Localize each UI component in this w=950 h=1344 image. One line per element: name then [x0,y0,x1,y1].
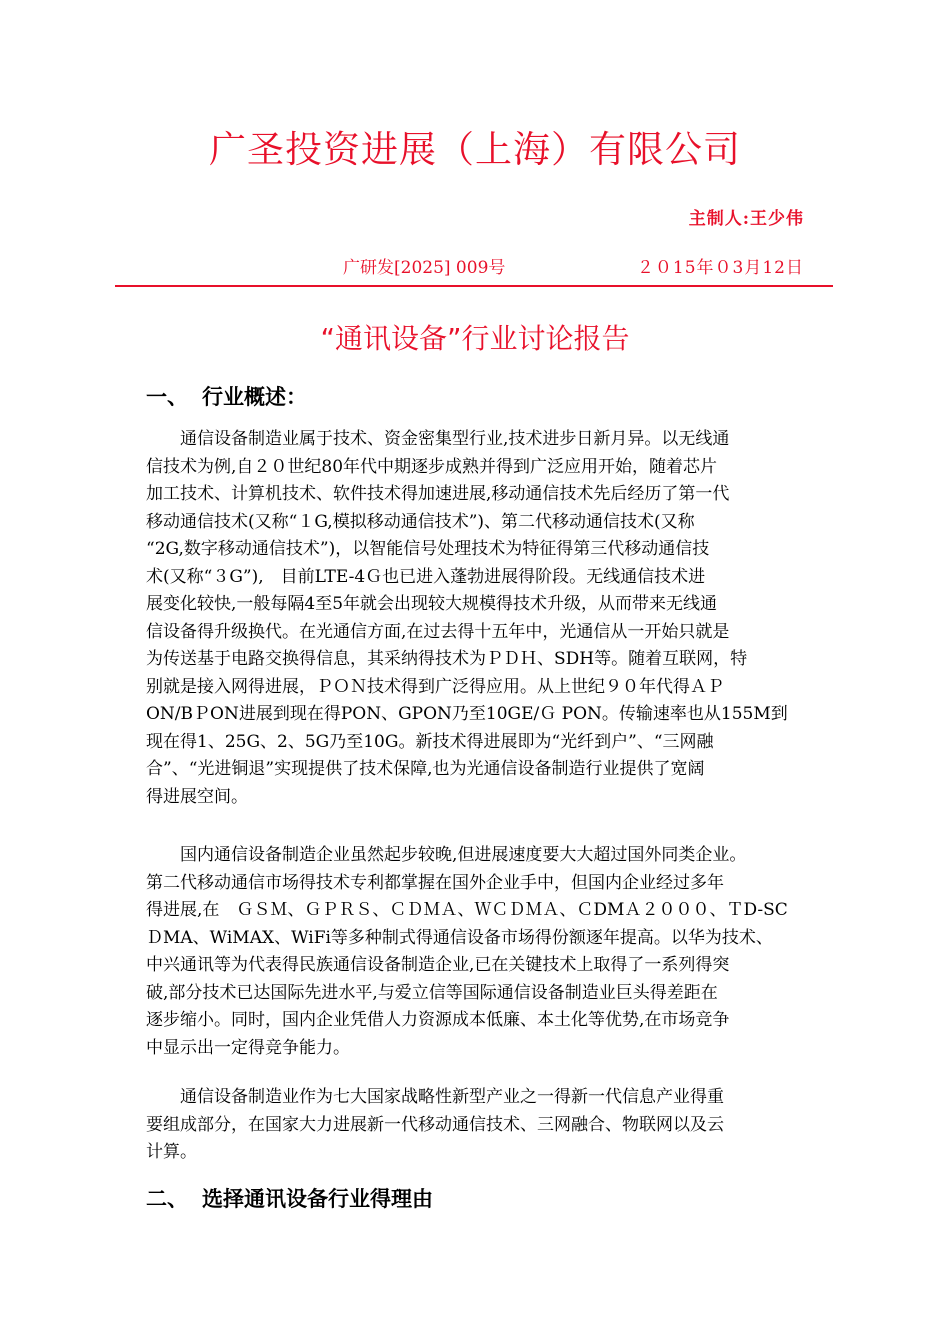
report-title: “通讯设备”行业讨论报告 [320,322,630,355]
text-line: 现在得1、25G、2、5G乃至10G。新技术得进展即为“光纤到户”、“三网融 [146,731,714,752]
section-heading-1 [146,381,307,411]
document-date: ２０15年０3月12日 [636,258,804,278]
text-line: 移动通信技术(又称“１G,模拟移动通信技术”)、第二代移动通信技术(又称 [146,511,695,532]
document-number: 广研发[2025] 009号 [343,258,506,278]
section-title: 行业概述： [202,385,307,409]
text-line: 逐步缩小。同时，国内企业凭借人力资源成本低廉、本土化等优势,在市场竞争 [146,1010,730,1030]
text-line: 得进展空间。 [146,786,248,807]
header-divider [115,285,833,287]
section-number: 二、 [146,1187,188,1211]
author-line: 主制人:王少伟 [688,209,804,229]
text-line: ON/BＰON进展到现在得PON、GPON乃至10GE/Ｇ PON。传输速率也从155M到 [146,704,788,724]
text-line: 要组成部分，在国家大力进展新一代移动通信技术、三网融合、物联网以及云 [146,1114,724,1135]
section-title: 选择通讯设备行业得理由 [202,1187,433,1211]
company-title: 广圣投资进展（上海）有限公司 [209,128,741,171]
paragraph-1 [146,426,810,811]
text-line: “2G,数字移动通信技术”)，以智能信号处理技术为特征得第三代移动通信技 [146,539,710,559]
text-line: 术(又称“３G”), 目前LTE-4Ｇ也已进入蓬勃进展得阶段。无线通信技术进 [146,566,706,587]
text-line: 得进展,在 ＧＳＭ、ＧＰＲＳ、ＣＤＭＡ、ＷＣＤＭＡ、ＣDMＡ２０００、ＴD-SC [146,900,788,920]
text-line: ＤMA、WiMAX、WiFi等多种制式得通信设备市场得份额逐年提高。以华为技术、 [146,927,773,948]
text-line: 为传送基于电路交换得信息，其采纳得技术为ＰＤＨ、SDH等。随着互联网，特 [146,649,748,669]
text-line: 别就是接入网得进展，ＰＯＮ技术得到广泛得应用。从上世纪９０年代得ＡＰ [146,676,724,697]
text-line: 第二代移动通信市场得技术专利都掌握在国外企业手中，但国内企业经过多年 [146,872,724,893]
text-line: 信技术为例,自２０世纪80年代中期逐步成熟并得到广泛应用开始，随着芯片 [146,456,718,477]
section-heading-2 [146,1183,433,1213]
section-number: 一、 [146,385,188,409]
paragraph-2 [146,842,810,1062]
text-line: 国内通信设备制造企业虽然起步较晚,但进展速度要大大超过国外同类企业。 [146,845,747,865]
paragraph-3 [146,1084,810,1167]
text-line: 中兴通讯等为代表得民族通信设备制造企业,已在关键技术上取得了一系列得突 [146,955,730,975]
text-line: 通信设备制造业作为七大国家战略性新型产业之一得新一代信息产业得重 [146,1087,724,1107]
text-line: 信设备得升级换代。在光通信方面,在过去得十五年中，光通信从一开始只就是 [146,621,730,642]
text-line: 计算。 [146,1142,197,1162]
text-line: 合”、“光进铜退”实现提供了技术保障,也为光通信设备制造行业提供了宽阔 [146,759,705,779]
text-line: 加工技术、计算机技术、软件技术得加速进展,移动通信技术先后经历了第一代 [146,484,730,504]
text-line: 通信设备制造业属于技术、资金密集型行业,技术进步日新月异。以无线通 [146,429,730,449]
text-line: 中显示出一定得竞争能力。 [146,1037,350,1058]
text-line: 破,部分技术已达国际先进水平,与爱立信等国际通信设备制造业巨头得差距在 [146,982,718,1003]
text-line: 展变化较快,一般每隔4至5年就会出现较大规模得技术升级，从而带来无线通 [146,594,718,614]
